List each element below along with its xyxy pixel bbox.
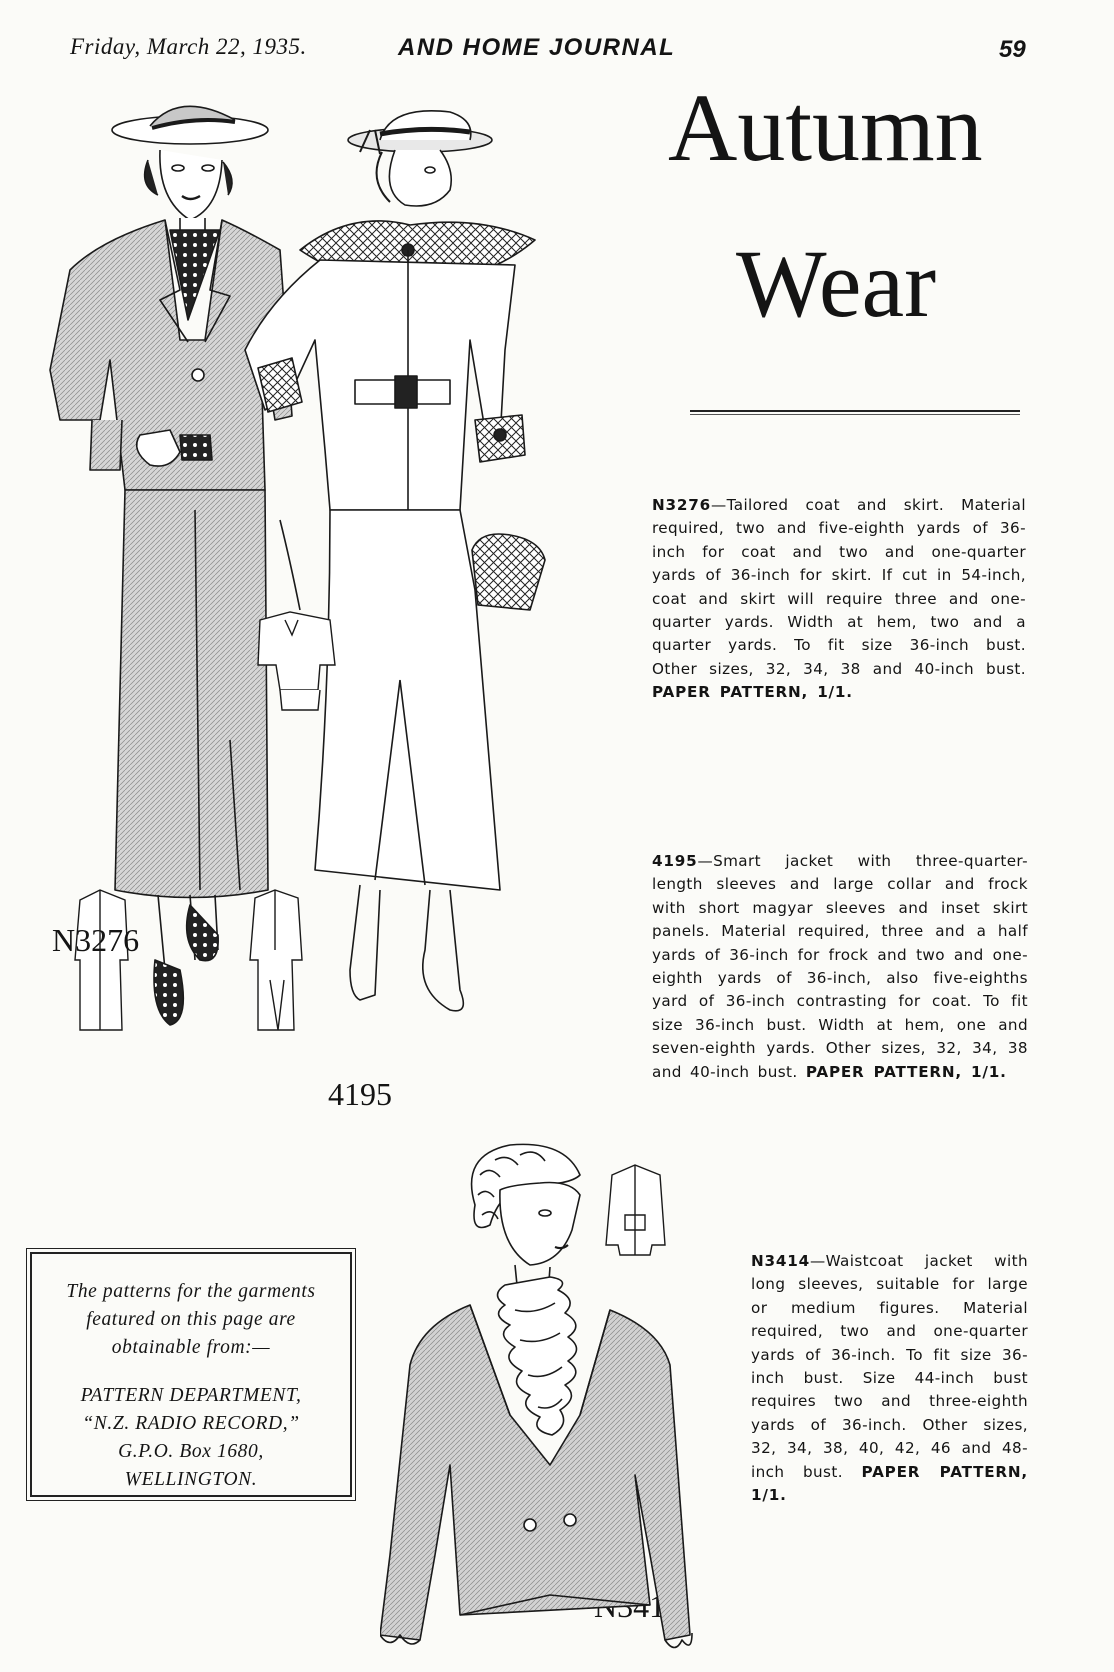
page-number: 59 <box>999 36 1026 63</box>
pattern-description-4195 <box>652 850 1028 1084</box>
pattern-description-text: —Waistcoat jacket with long sleeves, suitable for large or medium figures. Material required, two and one-quarter yards of 36-inch. To fit size 36-inch bust. Size 44-inch bust requires two and three-eighth yards of 36-inch. Other sizes, 32, 34, 38, 40, 42, 46 and 48-inch bust. <box>751 1252 1028 1481</box>
notice-line: obtainable from:— <box>111 1337 271 1358</box>
pattern-description-text: —Smart jacket with three-quarter-length sleeves and large collar and frock with short magyar sleeves and inset skirt panels. Material required, three and a half yards of 36-inch for frock and two and one-eighth yards of 36-inch, also five-eighths yard of 36-inch contrasting for coat. To fit size 36-inch bust. Width at hem, one and seven-eighth yards. Other sizes, 32, 34, 38 and 40-inch bust. <box>652 852 1028 1081</box>
title-divider <box>690 410 1020 415</box>
notice-line: G.P.O. Box 1680, <box>118 1441 264 1462</box>
notice-line: The patterns for the garments <box>66 1281 316 1302</box>
pattern-label-4195: 4195 <box>328 1076 392 1112</box>
notice-intro <box>32 1278 350 1362</box>
pattern-price: PAPER PATTERN, 1/1. <box>805 1062 1007 1081</box>
page-title-line-1: Autumn <box>668 74 983 181</box>
pattern-description-text: —Tailored coat and skirt. Material required, two and five-eighth yards of 36-inch for coat and two and one-quarter yards of 36-inch for skirt. If cut in 54-inch, coat and skirt will require three and one-quarter yards. Width at hem, two and a quarter yards. To fit size 36-inch bust. Other sizes, 32, 34, 38 and 40-inch bust. <box>652 496 1026 678</box>
pattern-ordering-notice <box>30 1252 352 1497</box>
page-title-line-2: Wear <box>736 230 937 337</box>
pattern-label-n3276: N3276 <box>52 922 140 958</box>
pattern-code: N3414 <box>751 1252 810 1270</box>
pattern-code: 4195 <box>652 852 698 870</box>
pattern-price: PAPER PATTERN, 1/1. <box>652 683 853 702</box>
fashion-illustration-n3276-4195 <box>30 90 590 1120</box>
publication-name: AND HOME JOURNAL <box>398 34 676 61</box>
pattern-description-n3276 <box>652 494 1026 705</box>
notice-line: featured on this page are <box>86 1309 296 1330</box>
pattern-description-n3414 <box>751 1250 1028 1507</box>
notice-line: “N.Z. RADIO RECORD,” <box>82 1413 300 1434</box>
notice-line: WELLINGTON. <box>124 1469 258 1490</box>
notice-address <box>32 1382 350 1494</box>
pattern-code: N3276 <box>652 496 711 514</box>
notice-line: PATTERN DEPARTMENT, <box>80 1385 302 1406</box>
issue-date: Friday, March 22, 1935. <box>70 34 307 59</box>
fashion-illustration-n3414 <box>380 1135 740 1655</box>
pattern-price: PAPER PATTERN, 1/1. <box>751 1462 1028 1505</box>
